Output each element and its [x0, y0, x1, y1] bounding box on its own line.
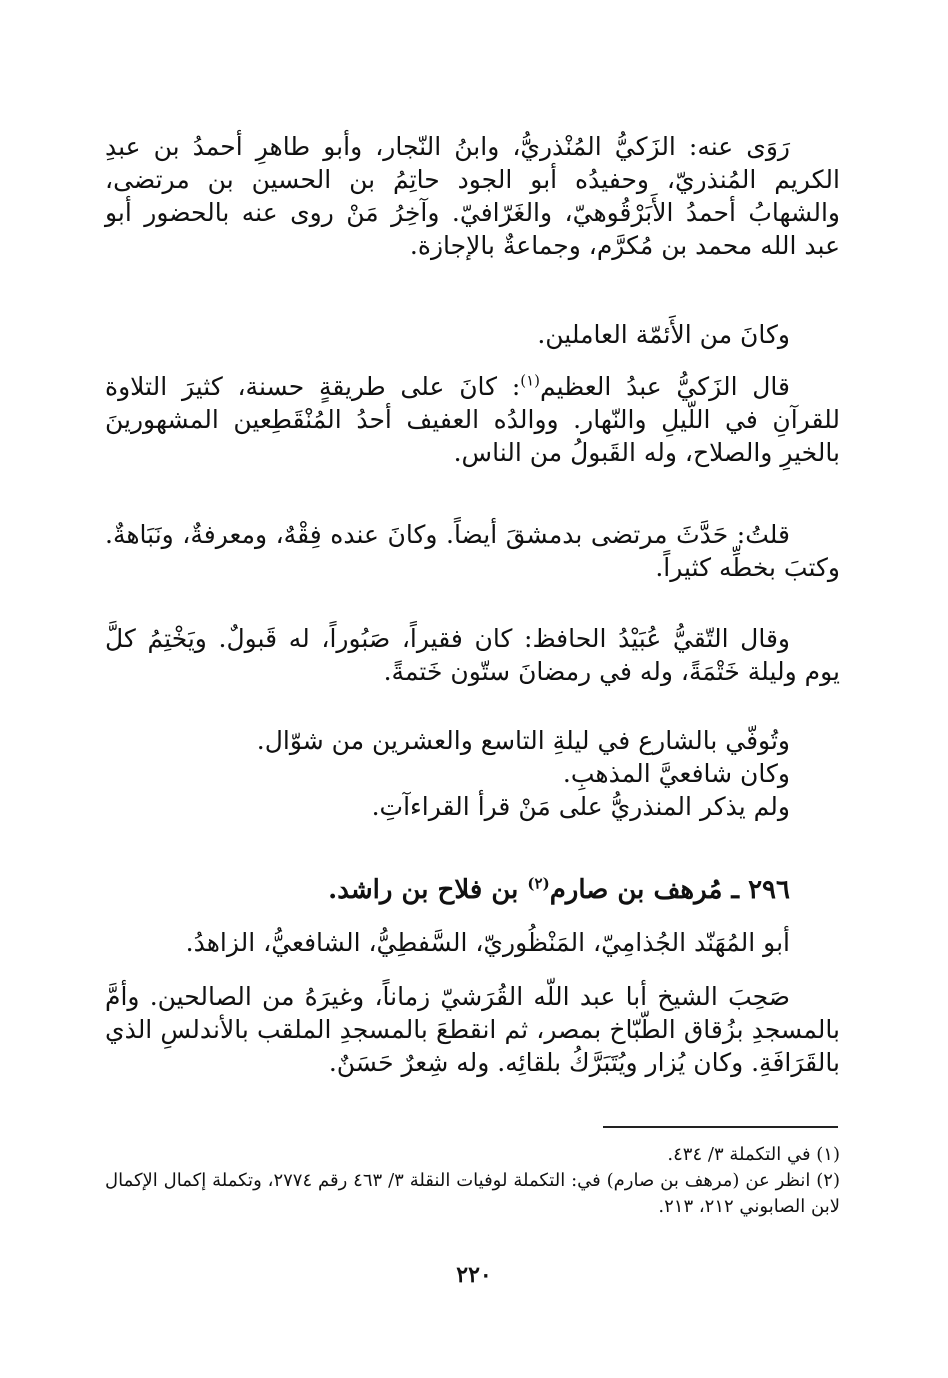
nisba-text: أبو المُهَنّد الجُذامِيّ، المَنْظُوريّ، السَّفطِيُّ، الشافعيُّ، الزاهدُ.	[185, 928, 790, 957]
footnote-marker-1: (١)	[520, 371, 541, 390]
line-readings: ولم يذكر المنذريُّ على مَنْ قرأ القراءآتِ.	[371, 792, 790, 821]
entry-heading	[105, 873, 840, 907]
paragraph-imams	[105, 318, 840, 351]
paragraph-qultu	[105, 518, 840, 584]
paragraph-death	[105, 724, 840, 823]
quote-body: : كانَ على طريقةٍ حسنة، كثيرَ التلاوة للقرآنِ في اللّيلِ والنّهار. ووالدُه العفيف أحدُ المُنْقَطِعين المشهورينَ بالخيرِ والصلاح، وله القَبولُ من الناس.	[105, 372, 840, 467]
line-madhhab: وكان شافعيَّ المذهبِ.	[562, 759, 790, 788]
footnotes	[105, 1142, 840, 1220]
paragraph-zaki-quote	[105, 370, 840, 469]
paragraph-text: رَوَى عنه: الزَكيُّ المُنْذريُّ، وابنُ النّجار، وأبو طاهرِ أحمدُ بن عبدِ الكريم المُنذريّ، وحفيدُه أبو الجود حاتِمُ بن الحسين بن مرتضى، والشهابُ أحمدُ الأَبَرْقُوهيّ، والغَرّافيّ. وآخِرُ مَنْ روى عنه بالحضور أبو عبد الله محمد بن مُكرَّم، وجماعةٌ بالإجازة.	[105, 132, 840, 260]
footnote-1: (١) في التكملة ٣/ ٤٣٤.	[667, 1144, 840, 1165]
entry-body	[105, 980, 840, 1079]
entry-number-name: ٢٩٦ ـ مُرهف بن صارم	[549, 875, 790, 905]
entry-lineage: بن فلاح بن راشد.	[328, 875, 528, 905]
paragraph-text: قلتُ: حَدَّثَ مرتضى بدمشقَ أيضاً. وكانَ عنده فِقْهٌ، ومعرفةٌ، ونَبَاهةٌ. وكتبَ بخطِّه كثيراً.	[105, 520, 840, 582]
paragraph-text	[105, 370, 840, 469]
paragraph-taqi	[105, 622, 840, 688]
paragraph-text: وقال التّقيُّ عُبَيْدُ الحافظ: كان فقيراً، صَبُوراً، له قَبولٌ. ويَخْتِمُ كلَّ يوم وليلة خَتْمَةً، وله في رمضانَ ستّون خَتمةً.	[105, 624, 840, 686]
line-death: وتُوفّي بالشارع في ليلةِ التاسع والعشرين من شوّال.	[256, 726, 790, 755]
quote-intro: قال الزَكيُّ عبدُ العظيم	[540, 372, 790, 401]
footnote-marker-2: (٢)	[527, 874, 550, 893]
entry-nisba	[105, 926, 840, 959]
page-number: ٢٢٠	[456, 1262, 492, 1288]
entry-title	[105, 873, 840, 907]
footnote-2: (٢) انظر عن (مرهف بن صارم) في: التكملة لوفيات النقلة ٣/ ٤٦٣ رقم ٢٧٧٤، وتكملة إكمال الإكمال لابن الصابوني ٢١٢، ٢١٣.	[105, 1170, 840, 1217]
paragraph-narrators	[105, 130, 840, 262]
paragraph-text: وكانَ من الأَئمّة العاملين.	[537, 320, 790, 349]
footnote-divider	[603, 1126, 838, 1128]
paragraph-text: صَحِبَ الشيخ أبا عبد اللّه القُرَشيّ زماناً، وغيرَهُ من الصالحين. وأمَّ بالمسجدِ بزُقاق الطّبّاخ بمصر، ثم انقطعَ بالمسجدِ الملقب بالأندلسِ الذي بالقَرَافَةِ. وكان يُزار ويُتَبَرَّكُ بلقائِه. وله شِعرٌ حَسَنٌ.	[105, 982, 840, 1077]
